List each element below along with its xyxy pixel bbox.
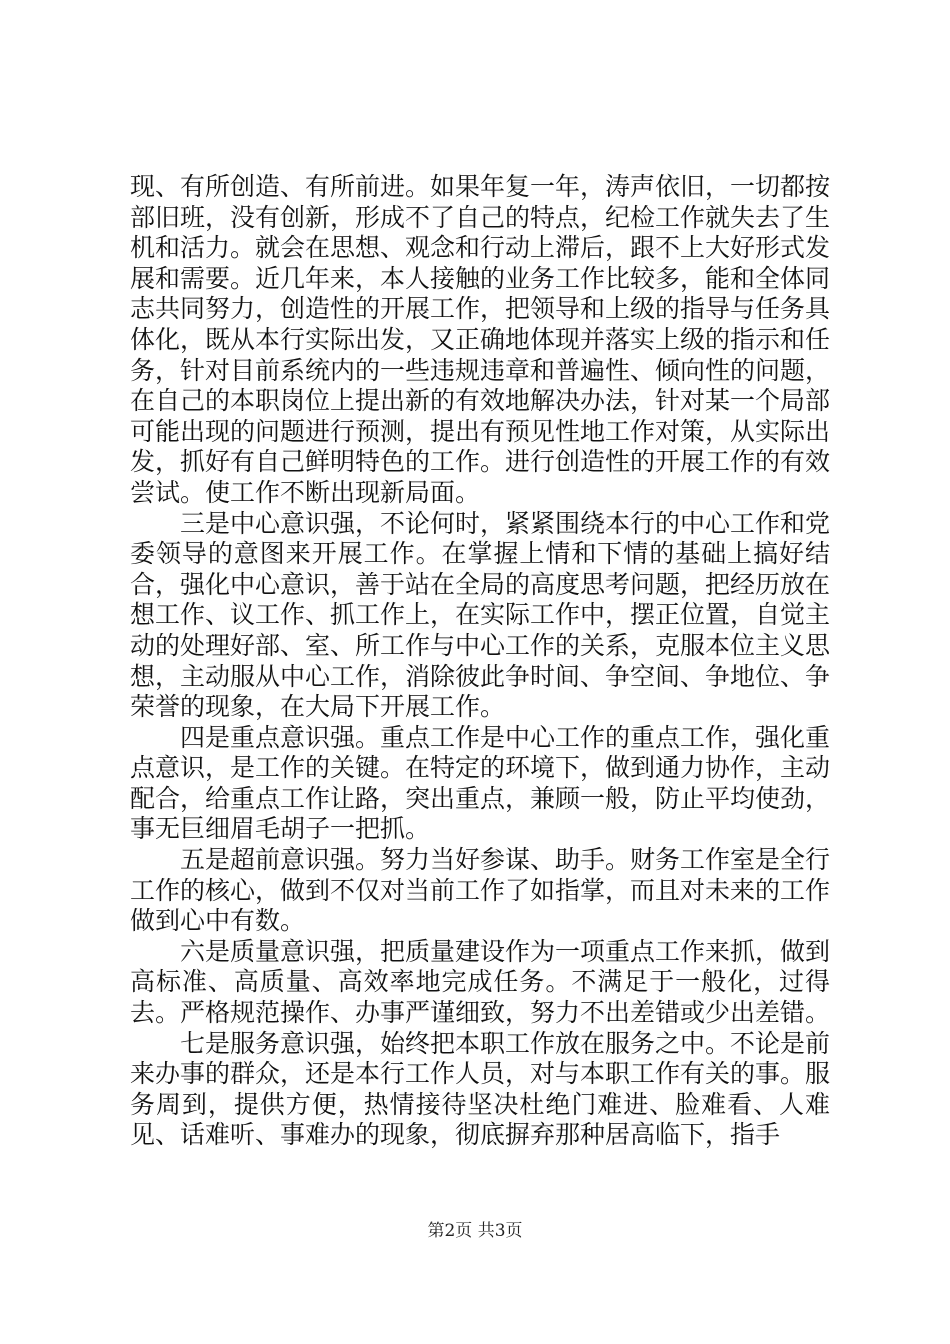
page-number-footer: 第2页 共3页 [427,1221,523,1241]
paragraph-center-awareness: 三是中心意识强，不论何时，紧紧围绕本行的中心工作和党委领导的意图来开展工作。在掌握上情和下情的基础上搞好结合，强化中心意识，善于站在全局的高度思考问题，把经历放在想工作、议工作、抓工作上，在实际工作中，摆正位置，自觉主动的处理好部、室、所工作与中心工作的关系，克服本位主义思想，主动服从中心工作，消除彼此争时间、争空间、争地位、争荣誉的现象，在大局下开展工作。 [130,508,831,722]
paragraph-forward-awareness: 五是超前意识强。努力当好参谋、助手。财务工作室是全行工作的核心，做到不仅对当前工作了如指掌，而且对未来的工作做到心中有数。 [130,845,831,936]
document-body [130,172,830,1151]
paragraph-continuation: 现、有所创造、有所前进。如果年复一年，涛声依旧，一切都按部旧班，没有创新，形成不了自己的特点，纪检工作就失去了生机和活力。就会在思想、观念和行动上滞后，跟不上大好形式发展和需要。近几年来，本人接触的业务工作比较多，能和全体同志共同努力，创造性的开展工作，把领导和上级的指导与任务具体化，既从本行实际出发，又正确地体现并落实上级的指示和任务，针对目前系统内的一些违规违章和普遍性、倾向性的问题，在自己的本职岗位上提出新的有效地解决办法，针对某一个局部可能出现的问题进行预测，提出有预见性地工作对策，从实际出发，抓好有自己鲜明特色的工作。进行创造性的开展工作的有效尝试。使工作不断出现新局面。 [130,172,831,507]
paragraph-key-awareness: 四是重点意识强。重点工作是中心工作的重点工作，强化重点意识，是工作的关键。在特定的环境下，做到通力协作，主动配合，给重点工作让路，突出重点，兼顾一般，防止平均使劲，事无巨细眉毛胡子一把抓。 [130,722,831,844]
paragraph-quality-awareness: 六是质量意识强，把质量建设作为一项重点工作来抓，做到高标准、高质量、高效率地完成任务。不满足于一般化，过得去。严格规范操作、办事严谨细致，努力不出差错或少出差错。 [130,936,831,1028]
paragraph-service-awareness: 七是服务意识强，始终把本职工作放在服务之中。不论是前来办事的群众，还是本行工作人员，对与本职工作有关的事。服务周到，提供方便，热情接待坚决杜绝门难进、脸难看、人难见、话难听、事难办的现象，彻底摒弃那种居高临下，指手 [130,1028,831,1150]
